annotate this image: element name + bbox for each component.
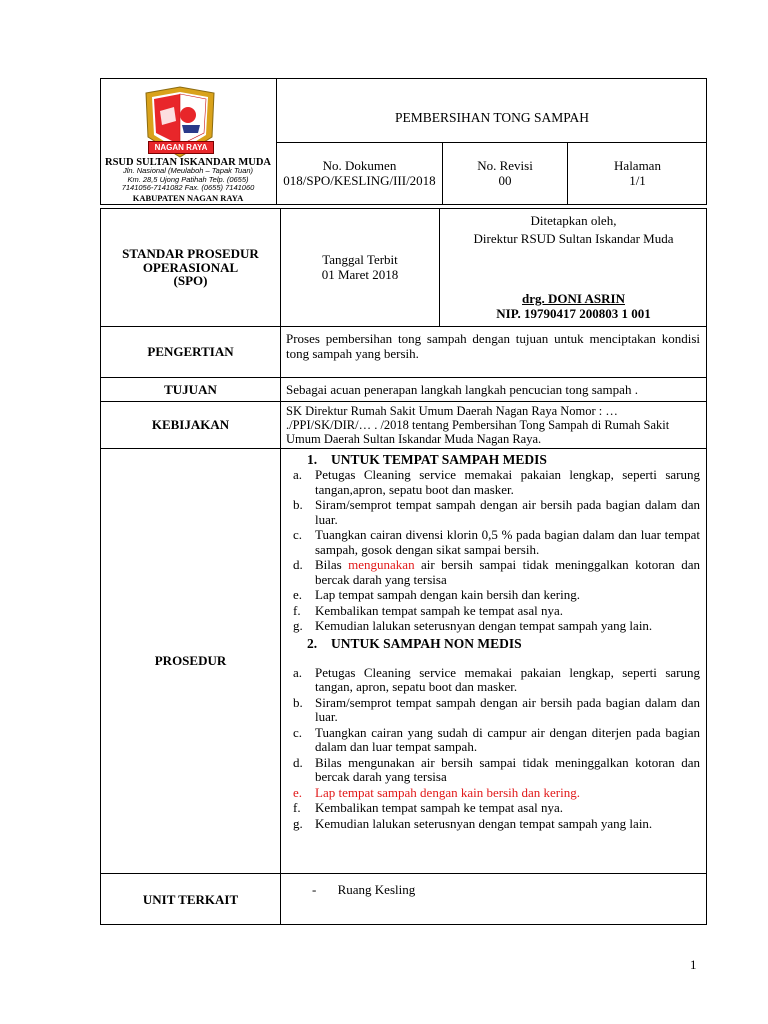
list-item xyxy=(283,801,700,816)
sop-title-line: OPERASIONAL xyxy=(142,259,239,275)
revision-label: No. Revisi xyxy=(477,158,533,173)
item-marker: a. xyxy=(293,467,303,482)
item-text: Petugas Cleaning service memakai pakaian lengkap, seperti sarung tangan,apron, sepatu boot dan masker. xyxy=(315,467,700,497)
unit-label: UNIT TERKAIT xyxy=(142,891,239,907)
revision-value: 00 xyxy=(498,173,512,188)
group1-title: UNTUK TEMPAT SAMPAH MEDIS xyxy=(331,452,547,467)
group1-number: 1. xyxy=(307,452,318,467)
item-marker: a. xyxy=(293,664,303,680)
page-label: Halaman xyxy=(614,158,661,173)
item-marker: g. xyxy=(293,618,303,633)
prosedur-label: PROSEDUR xyxy=(154,653,227,668)
item-text-highlight: mengunakan xyxy=(348,557,415,572)
doc-title: PEMBERSIHAN TONG SAMPAH xyxy=(394,110,590,125)
issue-date: 01 Maret 2018 xyxy=(321,267,399,282)
address-line: Km. 28,5 Ujong Patihah Telp. (0655) xyxy=(127,174,249,184)
list-item xyxy=(283,604,700,619)
group1-list xyxy=(283,468,700,634)
item-marker: e. xyxy=(293,784,303,800)
sop-title-line: (SPO) xyxy=(173,273,208,288)
item-text: Kemudian lalukan seterusnyan dengan tempat sampah yang lain. xyxy=(315,618,653,633)
item-text-pre: Bilas xyxy=(315,557,349,572)
list-item xyxy=(283,468,700,497)
list-item-highlight xyxy=(283,786,700,801)
approval-cell xyxy=(440,213,707,246)
item-marker: c. xyxy=(293,724,303,740)
pengertian-text: Proses pembersihan tong sampah dengan tujuan untuk menciptakan kondisi tong sampah yang bersih. xyxy=(286,331,700,361)
logo-banner xyxy=(148,141,214,154)
item-text: Kemudian lalukan seterusnyan dengan tempat sampah yang lain. xyxy=(315,815,653,831)
item-text: Bilas mengunakan air bersih sampai tidak meninggalkan kotoran dan bercak darah yang tersisa xyxy=(315,754,700,784)
address-line: Jln. Nasional (Meulaboh – Tapak Tuan) xyxy=(122,166,254,175)
item-marker: f. xyxy=(293,602,301,618)
signer-name: drg. DONI ASRIN xyxy=(522,291,625,306)
issue-label: Tanggal Terbit xyxy=(322,252,398,267)
item-marker: c. xyxy=(293,527,303,542)
tujuan-text: Sebagai acuan penerapan langkah langkah pencucian tong sampah . xyxy=(286,382,638,397)
item-text: Kembalikan tempat sampah ke tempat asal nya. xyxy=(315,800,563,815)
list-item xyxy=(283,558,700,587)
item-marker: e. xyxy=(293,587,303,602)
kebijakan-text: SK Direktur Rumah Sakit Umum Daerah Nagan Raya Nomor : … ./PPI/SK/DIR/… . /2018 tentang Pembersihan Tong Sampah di Rumah Sakit Umum Daerah Sultan Iskandar Muda Nagan Raya. xyxy=(286,404,670,446)
revision-cell xyxy=(443,158,567,188)
set-by-label: Ditetapkan oleh, xyxy=(530,213,617,228)
header-divider-h xyxy=(276,142,707,143)
list-item xyxy=(283,696,700,725)
item-text: Lap tempat sampah dengan kain bersih dan kering. xyxy=(315,587,580,602)
group2-heading xyxy=(283,636,700,652)
main-divider-v xyxy=(280,208,281,925)
list-item xyxy=(283,817,700,832)
item-text: Petugas Cleaning service memakai pakaian lengkap, seperti sarung tangan, apron, sepatu boot dan masker. xyxy=(315,664,700,694)
kebijakan-label: KEBIJAKAN xyxy=(151,417,230,432)
item-text: Kembalikan tempat sampah ke tempat asal nya. xyxy=(315,602,563,618)
group2-list xyxy=(283,666,700,832)
item-marker: d. xyxy=(293,754,303,770)
sop-title-line: STANDAR PROSEDUR xyxy=(122,246,259,261)
item-text: Tuangkan cairan yang sudah di campur air dengan diterjen pada bagian dalam dan luar tempat sampah. xyxy=(315,724,700,754)
hospital-address xyxy=(102,167,274,193)
director-title: Direktur RSUD Sultan Iskandar Muda xyxy=(473,231,674,246)
doc-number-label: No. Dokumen xyxy=(322,158,397,173)
item-text: Siram/semprot tempat sampah dengan air bersih pada bagian dalam dan luar. xyxy=(315,694,700,724)
doc-number: 018/SPO/KESLING/III/2018 xyxy=(283,173,436,188)
list-item xyxy=(283,619,700,634)
page-number: 1 xyxy=(690,957,697,972)
list-item xyxy=(283,528,700,557)
item-text-post: air bersih sampai tidak meninggalkan kotoran dan bercak darah yang tersisa xyxy=(315,557,700,587)
group2-number: 2. xyxy=(307,635,318,651)
list-item xyxy=(283,588,700,603)
address-line: 7141056-7141082 Fax. (0655) 7141060 xyxy=(121,183,255,192)
item-text: Siram/semprot tempat sampah dengan air bersih pada bagian dalam dan luar. xyxy=(315,497,700,527)
group1-heading xyxy=(283,452,700,468)
doc-number-cell xyxy=(277,158,442,188)
issue-date-cell xyxy=(281,252,439,282)
item-marker: g. xyxy=(293,815,303,831)
item-marker: d. xyxy=(293,557,303,572)
list-item xyxy=(283,726,700,755)
tujuan-label: TUJUAN xyxy=(164,381,217,397)
sop-title xyxy=(101,247,280,288)
list-item xyxy=(283,756,700,785)
signer-nip: NIP. 19790417 200803 1 001 xyxy=(496,306,651,321)
unit-item xyxy=(312,882,692,897)
pengertian-label: PENGERTIAN xyxy=(147,344,234,359)
unit-dash: - xyxy=(312,882,317,897)
list-item xyxy=(283,666,700,695)
page-cell xyxy=(568,158,707,188)
group2-title: UNTUK SAMPAH NON MEDIS xyxy=(331,635,522,651)
list-item xyxy=(283,498,700,527)
logo-banner-text: NAGAN RAYA xyxy=(154,143,208,152)
prosedur-content xyxy=(283,452,700,831)
item-text: Lap tempat sampah dengan kain bersih dan kering. xyxy=(315,784,580,800)
page-value: 1/1 xyxy=(629,173,646,188)
item-marker: b. xyxy=(293,694,303,710)
hospital-name: RSUD SULTAN ISKANDAR MUDA xyxy=(105,157,271,168)
unit-text: Ruang Kesling xyxy=(337,882,416,897)
regency-name: KABUPATEN NAGAN RAYA xyxy=(132,193,244,203)
item-text: Tuangkan cairan divensi klorin 0,5 % pada bagian dalam dan luar tempat sampah, gosok dengan sikat sampai bersih. xyxy=(315,527,700,557)
item-marker: b. xyxy=(293,497,303,512)
item-marker: f. xyxy=(293,800,301,815)
